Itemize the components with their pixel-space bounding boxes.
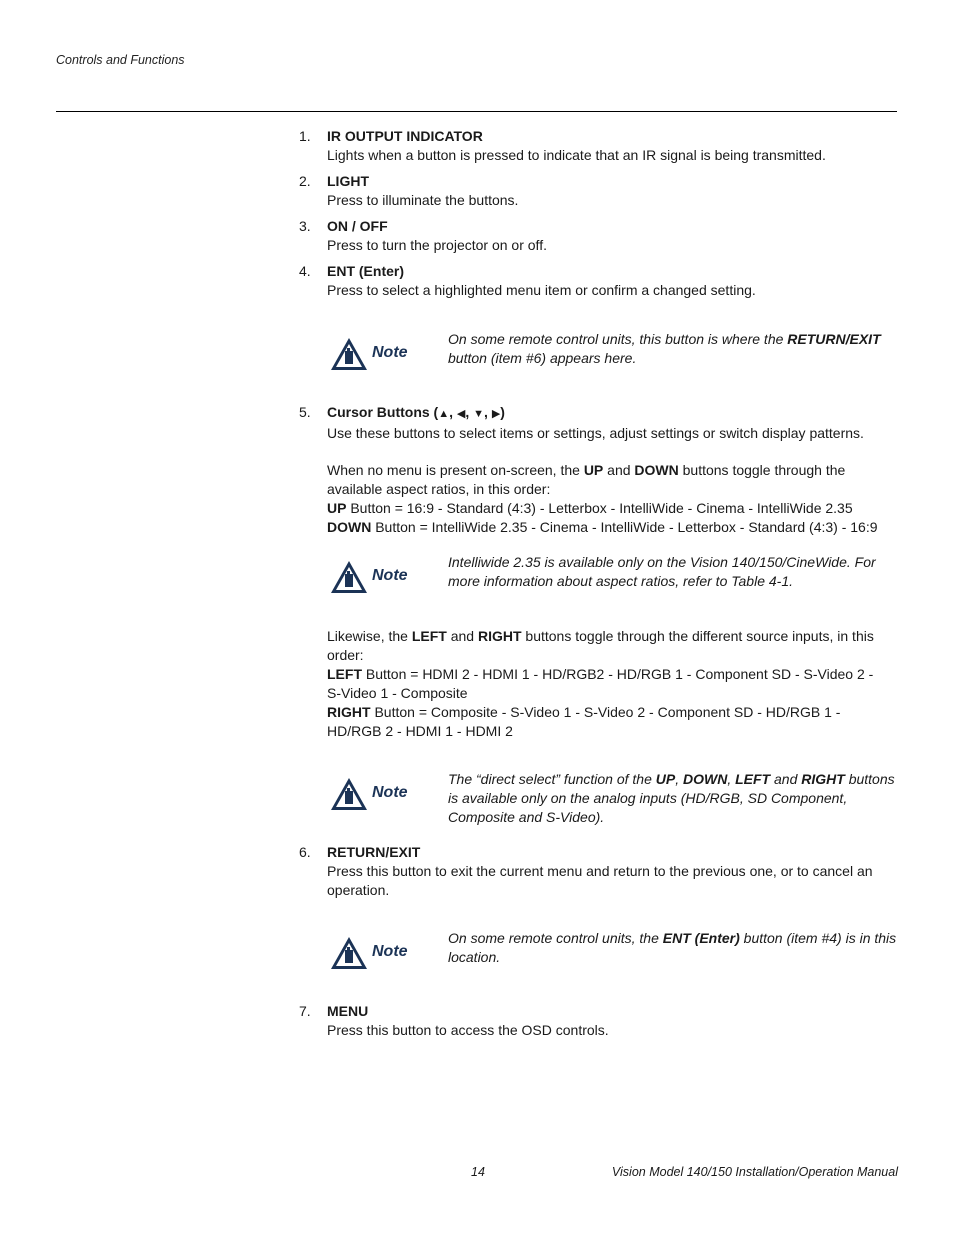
down-sequence <box>327 518 899 537</box>
note-text-part: On some remote control units, this button is where the <box>448 331 788 347</box>
note-text-bold: ENT (Enter) <box>662 930 740 946</box>
item-text: Press to illuminate the buttons. <box>327 192 519 208</box>
note-warning-icon <box>330 337 368 371</box>
item-text: Press to select a highlighted menu item or confirm a changed setting. <box>327 282 756 298</box>
note-text-part: , <box>727 771 736 787</box>
note-text-bold: DOWN <box>683 771 728 787</box>
note-label: Note <box>372 567 408 584</box>
item-number: 6. <box>299 844 311 860</box>
title-suffix: ) <box>500 404 505 420</box>
text-part: Button = IntelliWide 2.35 - Cinema - IntelliWide - Letterbox - Standard (4:3) - 16:9 <box>371 519 878 535</box>
leftright-intro <box>327 627 899 665</box>
note-text: Intelliwide 2.35 is available only on the Vision 140/150/CineWide. For more information about aspect ratios, refer to Table 4-1. <box>448 554 876 589</box>
left-arrow-icon: ◀ <box>456 408 466 420</box>
note-box-3 <box>0 770 954 828</box>
item-title: ON / OFF <box>327 218 388 234</box>
note-label: Note <box>372 344 408 361</box>
note-warning-icon <box>330 560 368 594</box>
right-arrow-icon: ▶ <box>491 408 501 420</box>
item-number: 7. <box>299 1003 311 1019</box>
note-label: Note <box>372 784 408 801</box>
text-part: Button = HDMI 2 - HDMI 1 - HD/RGB2 - HD/RGB 1 - Component SD - S-Video 2 - <box>362 666 874 682</box>
up-sequence <box>327 499 899 518</box>
page-number: 14 <box>471 1165 485 1179</box>
note-text-part: buttons is available only on the analog inputs (HD/RGB, SD Component, Composite and S-Video). <box>448 771 895 825</box>
note-warning-icon <box>330 777 368 811</box>
text-part: and <box>446 628 478 644</box>
text-bold: UP <box>583 462 604 478</box>
item-title: MENU <box>327 1003 369 1019</box>
text-bold: LEFT <box>411 628 447 644</box>
item-number: 1. <box>299 128 311 144</box>
note-text-part: , <box>675 771 683 787</box>
note-text-bold: RETURN/EXIT <box>787 331 881 347</box>
right-sequence-cont: HD/RGB 2 - HDMI 1 - HDMI 2 <box>327 723 513 739</box>
note-label: Note <box>372 943 408 960</box>
item-text: Lights when a button is pressed to indicate that an IR signal is being transmitted. <box>327 147 826 163</box>
text-part: and <box>603 462 635 478</box>
item-title: RETURN/EXIT <box>327 844 421 860</box>
header-rule <box>56 111 897 112</box>
item-title: IR OUTPUT INDICATOR <box>327 128 483 144</box>
note-box-4 <box>0 929 954 969</box>
note-text <box>448 330 900 368</box>
item-text: Use these buttons to select items or settings, adjust settings or switch display patterns. <box>327 425 864 441</box>
down-arrow-icon: ▼ <box>473 408 485 420</box>
left-sequence <box>327 665 899 684</box>
up-arrow-icon: ▲ <box>438 408 450 420</box>
item-number: 5. <box>299 404 311 420</box>
text-part: buttons toggle through the different source inputs, in this order: <box>327 628 874 663</box>
note-text <box>448 770 900 827</box>
text-part: Likewise, the <box>327 628 412 644</box>
text-bold: LEFT <box>327 666 362 682</box>
note-text-part: button (item #4) is in this location. <box>448 930 897 965</box>
text-part: Button = Composite - S-Video 1 - S-Video 2 - Component SD - HD/RGB 1 - <box>370 704 841 720</box>
note-text-bold: RIGHT <box>801 771 845 787</box>
left-sequence-cont: S-Video 1 - Composite <box>327 685 468 701</box>
note-text-part: On some remote control units, the <box>448 930 663 946</box>
right-sequence <box>327 703 899 722</box>
note-text-part: The “direct select” function of the <box>448 771 656 787</box>
item-text: Press this button to access the OSD controls. <box>327 1022 609 1038</box>
note-box-2 <box>0 553 954 593</box>
note-text-bold: UP <box>655 771 676 787</box>
text-bold: RIGHT <box>477 628 522 644</box>
item-text: Press to turn the projector on or off. <box>327 237 547 253</box>
item-number: 3. <box>299 218 311 234</box>
note-box-1 <box>0 330 954 370</box>
text-part: When no menu is present on-screen, the <box>327 462 584 478</box>
item-title: ENT (Enter) <box>327 263 404 279</box>
note-text <box>448 929 900 967</box>
note-warning-icon <box>330 936 368 970</box>
note-text-bold: LEFT <box>735 771 771 787</box>
updown-intro <box>327 461 899 499</box>
item-text: Press this button to exit the current menu and return to the previous one, or to cancel an operation. <box>327 863 873 898</box>
running-header: Controls and Functions <box>56 53 185 67</box>
text-bold: RIGHT <box>327 704 371 720</box>
item-number: 2. <box>299 173 311 189</box>
title-prefix: Cursor Buttons ( <box>327 404 439 420</box>
item-title: LIGHT <box>327 173 369 189</box>
text-part: Button = 16:9 - Standard (4:3) - Letterbox - IntelliWide - Cinema - IntelliWide 2.35 <box>346 500 853 516</box>
note-text-part: button (item #6) appears here. <box>448 350 637 366</box>
note-text-part: and <box>770 771 802 787</box>
text-part: buttons toggle through the available aspect ratios, in this order: <box>327 462 846 497</box>
footer-manual-title: Vision Model 140/150 Installation/Operation Manual <box>611 1165 898 1179</box>
item-title: Cursor Buttons (▲, ◀, ▼, ▶) <box>327 404 505 420</box>
text-bold: DOWN <box>634 462 679 478</box>
item-number: 4. <box>299 263 311 279</box>
text-bold: UP <box>327 500 347 516</box>
text-bold: DOWN <box>327 519 372 535</box>
